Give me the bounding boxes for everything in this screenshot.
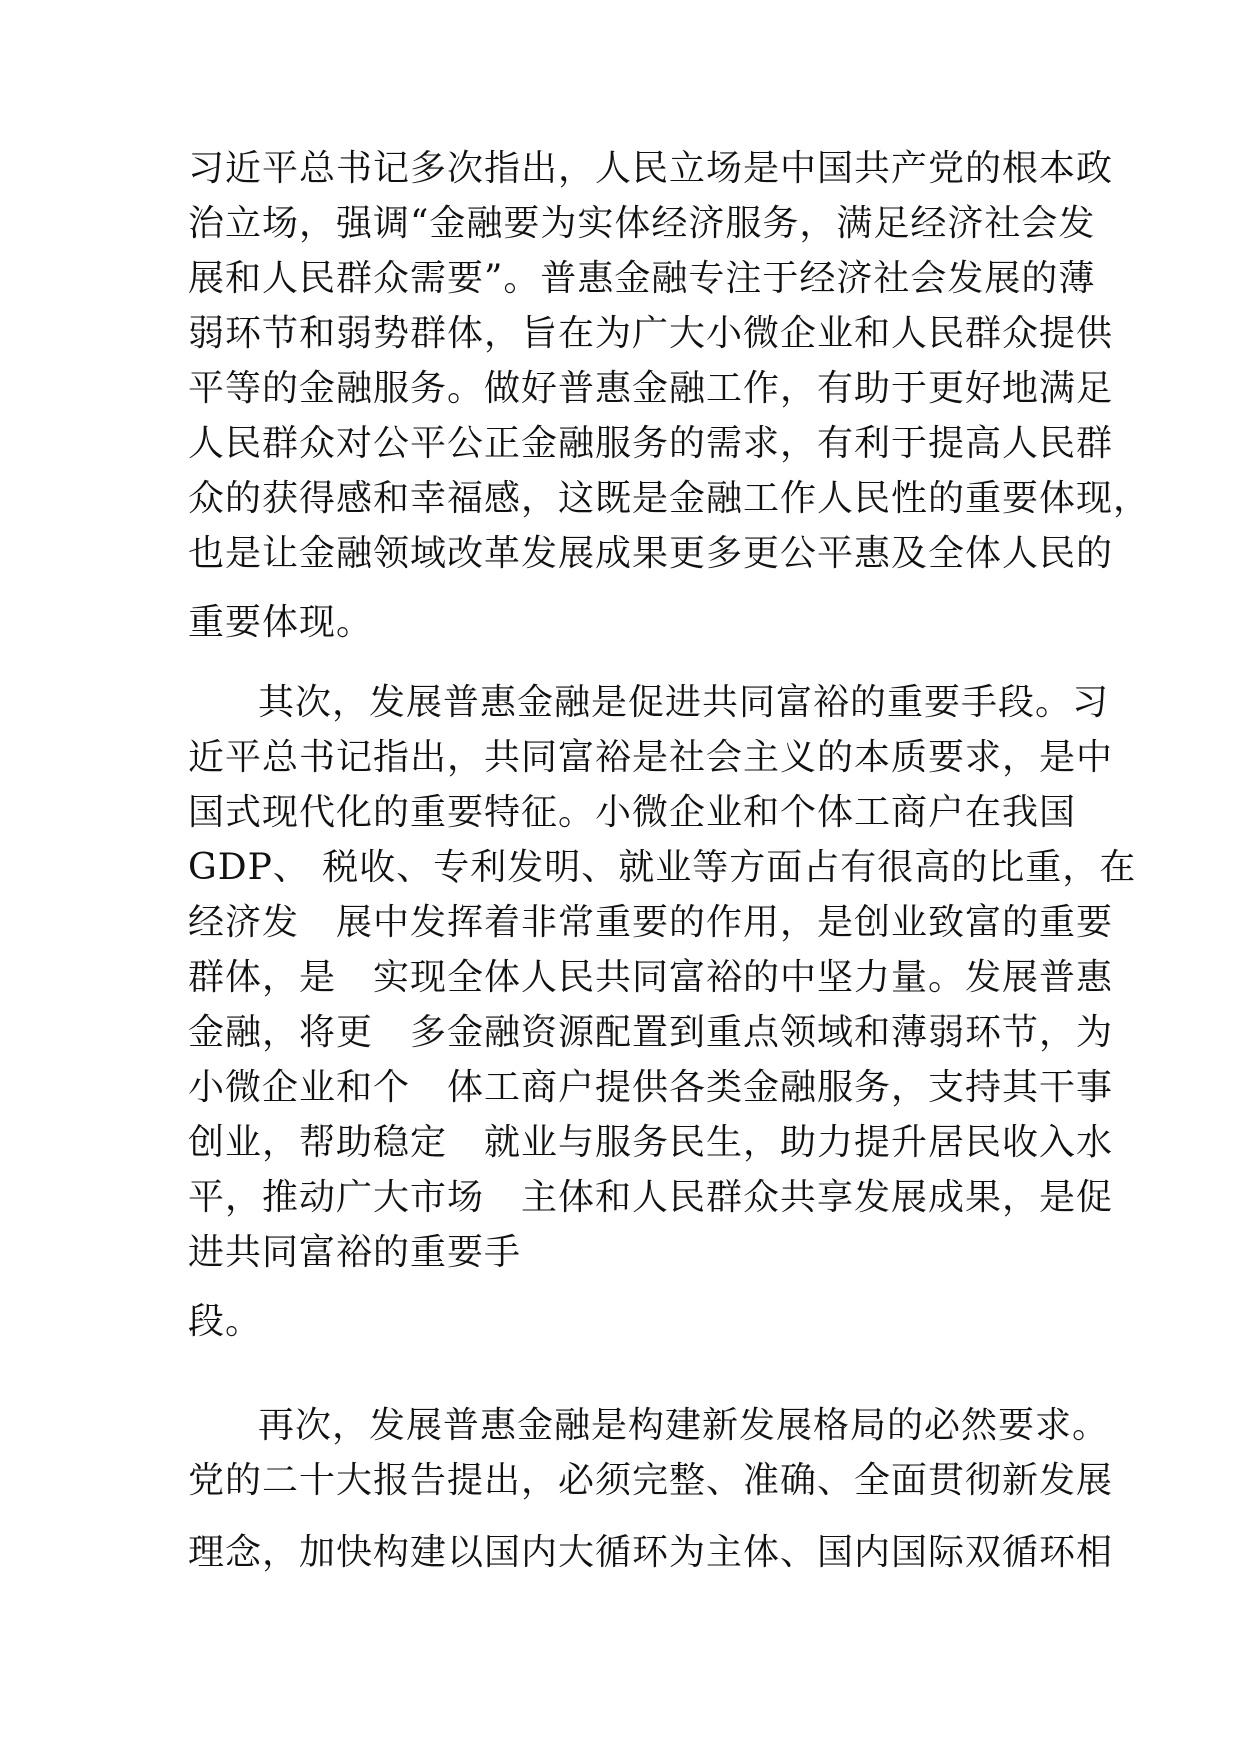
paragraph-2-line-11: 进共同富裕的重要手 [188, 1232, 522, 1273]
paragraph-2-line-9: 创业，帮助稳定 就业与服务民生，助力提升居民收入水 [188, 1122, 1114, 1163]
paragraph-1-line-9: 重要体现。 [188, 602, 374, 643]
paragraph-1-line-7: 众的获得感和幸福感，这既是金融工作人民性的重要体现， [188, 478, 1151, 519]
paragraph-2-line-5: 经济发 展中发挥着非常重要的作用，是创业致富的重要 [188, 902, 1114, 943]
paragraph-2-line-6: 群体，是 实现全体人民共同富裕的中坚力量。发展普惠 [188, 957, 1114, 998]
paragraph-1-line-4: 弱环节和弱势群体，旨在为广大小微企业和人民群众提供 [188, 313, 1114, 354]
paragraph-1-line-3: 展和人民群众需要”。普惠金融专注于经济社会发展的薄 [188, 258, 1096, 299]
paragraph-3-line-2: 党的二十大报告提出，必须完整、准确、全面贯彻新发展 [188, 1460, 1114, 1501]
paragraph-2-line-7: 金融，将更 多金融资源配置到重点领域和薄弱环节，为 [188, 1012, 1114, 1053]
paragraph-2-line-2: 近平总书记指出，共同富裕是社会主义的本质要求，是中 [188, 737, 1114, 778]
paragraph-1-line-8: 也是让金融领域改革发展成果更多更公平惠及全体人民的 [188, 533, 1114, 574]
paragraph-2-line-1: 其次，发展普惠金融是促进共同富裕的重要手段。习 [258, 682, 1110, 723]
paragraph-2-line-12: 段。 [188, 1301, 263, 1342]
paragraph-3-line-1: 再次，发展普惠金融是构建新发展格局的必然要求。 [258, 1405, 1110, 1446]
paragraph-1-line-1: 习近平总书记多次指出，人民立场是中国共产党的根本政 [188, 148, 1114, 189]
paragraph-2-line-8: 小微企业和个 体工商户提供各类金融服务，支持其干事 [188, 1067, 1114, 1108]
paragraph-2-line-4: GDP、 税收、专利发明、就业等方面占有很高的比重，在 [188, 847, 1137, 888]
paragraph-1-line-5: 平等的金融服务。做好普惠金融工作，有助于更好地满足 [188, 368, 1114, 409]
paragraph-1-line-6: 人民群众对公平公正金融服务的需求，有利于提高人民群 [188, 423, 1114, 464]
paragraph-2-line-3: 国式现代化的重要特征。小微企业和个体工商户在我国 [188, 792, 1077, 833]
paragraph-3-line-3: 理念，加快构建以国内大循环为主体、国内国际双循环相 [188, 1532, 1114, 1573]
paragraph-1-line-2: 治立场，强调“金融要为实体经济服务，满足经济社会发 [188, 203, 1096, 244]
paragraph-2-line-10: 平，推动广大市场 主体和人民群众共享发展成果，是促 [188, 1177, 1114, 1218]
